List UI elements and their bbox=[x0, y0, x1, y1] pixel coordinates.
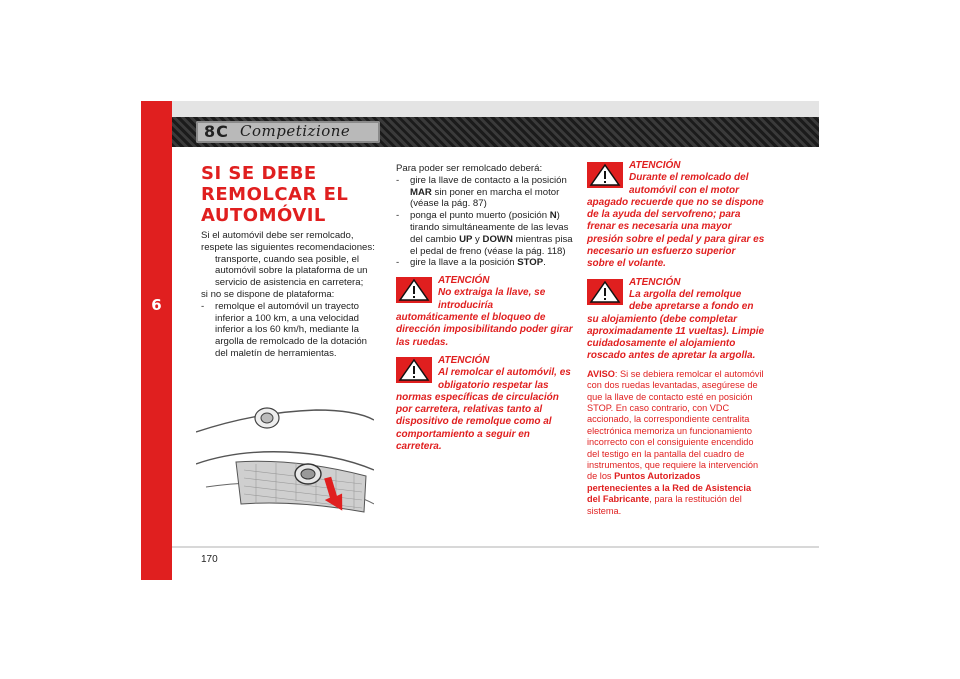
logo-wordmark: Competizione bbox=[240, 122, 351, 140]
title-line: SI SE DEBE bbox=[201, 163, 317, 184]
chapter-number: 6 bbox=[151, 296, 162, 314]
step-text: mientras pisa el pedal de freno (véase la pág. 118) bbox=[410, 233, 573, 257]
warning-text: Al remolcar el automóvil, es obligatorio respetar las normas específicas de circulación por carretera, relativas tanto al dispositivo de remolque como al comportamiento a seguir en carretera. bbox=[396, 367, 571, 453]
footer-rule bbox=[172, 546, 819, 548]
procedure-block bbox=[396, 163, 574, 269]
list-item: - ponga el punto muerto (posición N) tirando simultáneamente de las levas del cambio UP y DOWN mientras pisa el pedal de freno (véase la pág. 118) bbox=[396, 210, 573, 257]
warning-block bbox=[587, 277, 765, 363]
gear-position: N bbox=[549, 210, 557, 222]
warning-text: La argolla del remolque debe apretarse a fondo en su alojamiento (debe completar aproximadamente 11 vueltas). Limpie cuidadosamente el alojamiento roscado antes de apretar la argolla. bbox=[587, 288, 765, 362]
warning-triangle-icon bbox=[396, 357, 432, 383]
logo-model: 8C bbox=[204, 122, 229, 141]
list-item-text: remolque el automóvil un trayecto inferior a 100 km, a una velocidad inferior a los 60 km/h, mediante la argolla de remolcado de la dotación del maletín de herramientas. bbox=[215, 300, 368, 359]
list-item: - gire la llave a la posición STOP. bbox=[396, 257, 546, 269]
notice-bold-text: Puntos Autorizados pertenecientes a la Red de Asistencia del Fabricante bbox=[587, 471, 752, 505]
warning-heading: ATENCIÓN bbox=[438, 354, 490, 366]
chapter-sidebar bbox=[141, 101, 172, 580]
warning-triangle-icon bbox=[587, 162, 623, 188]
warning-block bbox=[396, 355, 574, 453]
notice-block bbox=[587, 369, 765, 517]
list-item: transporte, cuando sea posible, el automóvil sobre la plataforma de un servicio de asistencia en carretera; bbox=[215, 253, 368, 289]
column-2 bbox=[396, 163, 574, 453]
warning-triangle-icon bbox=[396, 277, 432, 303]
paddle-up: UP bbox=[459, 233, 473, 245]
title-line: AUTOMÓVIL bbox=[201, 205, 326, 226]
towing-hook-illustration bbox=[196, 392, 374, 528]
title-line: REMOLCAR EL bbox=[201, 184, 349, 205]
warning-text: Durante el remolcado del automóvil con el motor apagado recuerde que no se dispone de la ayuda del servofreno; para frenar es necesaria una mayor presión sobre el pedal y para girar es necesario un esfuerzo superior sobre el volante. bbox=[587, 172, 765, 270]
brand-logo bbox=[196, 121, 380, 143]
step-text: sin poner en marcha el motor (véase la pág. 87) bbox=[410, 186, 560, 210]
warning-heading: ATENCIÓN bbox=[629, 160, 681, 171]
warning-text: No extraiga la llave, se introduciría automáticamente el bloqueo de dirección imposibilitando poder girar las ruedas. bbox=[396, 287, 573, 348]
no-platform-text: si no se dispone de plataforma: bbox=[201, 288, 335, 300]
list-item: - gire la llave de contacto a la posición MAR sin poner en marcha el motor (véase la pág. 87) bbox=[396, 174, 567, 210]
key-position: STOP bbox=[517, 257, 544, 269]
notice-label: AVISO bbox=[587, 368, 615, 379]
notice-text: , para la restitución del sistema. bbox=[587, 494, 742, 516]
header-band bbox=[172, 101, 819, 117]
key-position: MAR bbox=[410, 186, 432, 198]
warning-triangle-icon bbox=[587, 279, 623, 305]
page-number: 170 bbox=[201, 554, 218, 565]
notice-text: : Si se debiera remolcar el automóvil con dos ruedas levantadas, asegúrese de que la llave de contacto esté en posición STOP. En caso contrario, con VDC accionado, la correspondiente centralita electrónica memoriza un funcionamiento incorrecto con el consiguiente encendido del testigo en la pantalla del cuadro de instrumentos, que requiere la intervención de los bbox=[587, 368, 764, 482]
step-text: . bbox=[543, 257, 546, 269]
step-text: gire la llave de contacto a la posición bbox=[410, 174, 567, 186]
warning-heading: ATENCIÓN bbox=[629, 276, 681, 288]
warning-block bbox=[587, 160, 765, 271]
paddle-down: DOWN bbox=[482, 233, 513, 245]
warning-block bbox=[396, 275, 574, 349]
procedure-intro: Para poder ser remolcado deberá: bbox=[396, 163, 543, 174]
section-title bbox=[201, 163, 379, 226]
intro-block bbox=[201, 230, 379, 360]
step-text: ponga el punto muerto (posición bbox=[410, 210, 550, 222]
column-3 bbox=[587, 160, 765, 517]
list-item: - remolque el automóvil un trayecto inferior a 100 km, a una velocidad inferior a los 60 km/h, mediante la argolla de remolcado de la dotación del maletín de herramientas. bbox=[201, 300, 368, 359]
warning-heading: ATENCIÓN bbox=[438, 275, 490, 287]
intro-text: Si el automóvil debe ser remolcado, respete las siguientes recomendaciones: bbox=[201, 230, 375, 253]
step-text: y bbox=[472, 233, 483, 245]
column-1 bbox=[201, 163, 379, 360]
step-text: ) tirando simultáneamente de las levas del cambio bbox=[410, 210, 569, 245]
step-text: gire la llave a la posición bbox=[410, 257, 518, 269]
